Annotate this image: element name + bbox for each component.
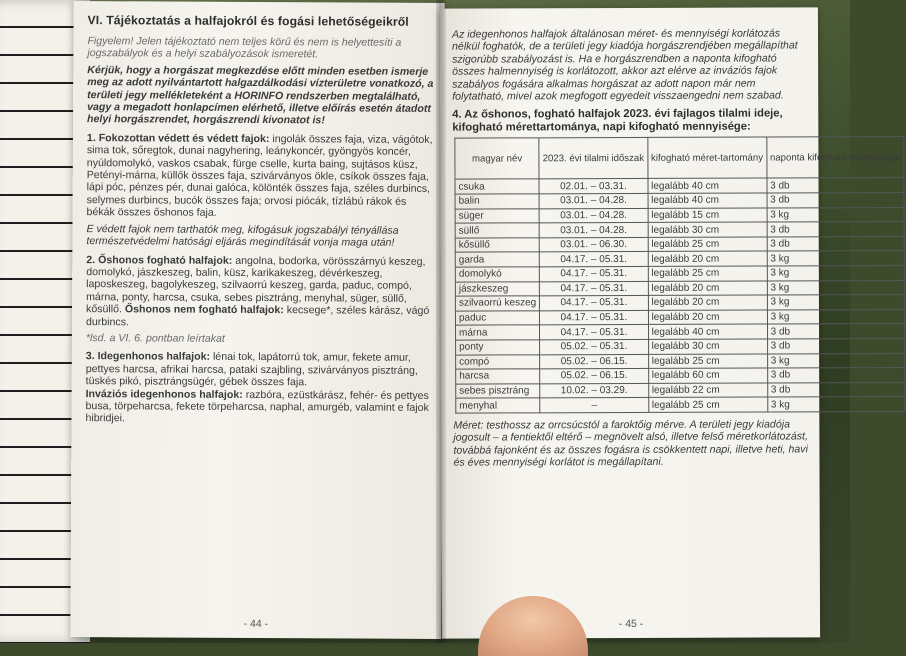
cell-closed-season: – [540, 398, 648, 413]
section-3b-title: Inváziós idegenhonos halfajok: [85, 387, 243, 401]
cell-closed-season: 03.01. – 04.28. [539, 208, 647, 223]
cell-name: jászkeszeg [455, 281, 539, 296]
cell-daily-limit: 3 db [767, 222, 905, 237]
cell-size: legalább 15 cm [648, 208, 767, 223]
col-header-name: magyar név [455, 138, 539, 179]
cell-closed-season: 10.02. – 03.29. [540, 383, 648, 398]
cell-daily-limit: 3 db [767, 236, 905, 251]
cell-name: csuka [455, 179, 539, 194]
cell-daily-limit: 3 db [767, 178, 905, 193]
cell-size: legalább 25 cm [648, 237, 767, 252]
cell-closed-season: 02.01. – 03.31. [539, 179, 647, 194]
table-row [456, 368, 905, 384]
cell-daily-limit: 3 db [767, 382, 905, 397]
cell-size: legalább 25 cm [648, 397, 767, 412]
cell-daily-limit: 3 kg [767, 251, 905, 266]
cell-closed-season: 04.17. – 05.31. [540, 296, 648, 311]
section-1-title: 1. Fokozottan védett és védett fajok: [86, 131, 270, 145]
right-page [440, 7, 901, 638]
section-2 [86, 254, 433, 330]
cell-closed-season: 03.01. – 04.28. [539, 193, 647, 208]
cell-size: legalább 30 cm [648, 222, 767, 237]
table-row [455, 266, 904, 282]
section-3-title: 3. Idegenhonos halfajok: [85, 350, 211, 364]
table-header-row [455, 137, 904, 180]
cell-daily-limit: 3 kg [767, 353, 905, 368]
cell-name: harcsa [456, 369, 540, 384]
cell-size: legalább 40 cm [648, 193, 767, 208]
cell-size: legalább 30 cm [648, 339, 767, 354]
cell-name: kősüllő [455, 238, 539, 253]
cell-size: legalább 25 cm [648, 354, 767, 369]
table-row [456, 324, 905, 340]
cell-closed-season: 05.02. – 06.15. [540, 354, 648, 369]
cell-name: szilvaorrú keszeg [455, 296, 539, 311]
cell-closed-season: 03.01. – 06.30. [539, 237, 647, 252]
cell-name: balin [455, 194, 539, 209]
page-number-left: - 44 - [243, 617, 269, 631]
cell-daily-limit: 3 kg [767, 295, 905, 310]
notice-text: Figyelem! Jelen tájékoztató nem teljes körű és nem is helyettesíti a jogszabályok és a helyi szabályozások ismeretét. [87, 35, 402, 61]
col-header-size: kifogható méret-tartomány [647, 137, 766, 178]
cell-name: süllő [455, 223, 539, 238]
cell-closed-season: 04.17. – 05.31. [540, 266, 648, 281]
section-4-title: 4. Az őshonos, fogható halfajok 2023. évi fajlagos tilalmi ideje, kifogható mérettartománya, napi kifogható mennyisége: [452, 107, 783, 135]
request-text: Kérjük, hogy a horgászat megkezdése előtt minden esetben ismerje meg az adott nyilvántartott halgazdálkodási vízterületre vonatkozó, a területi jegy mellékleteként a HORINFO rendszerben megtalálható, vagy a megadott honlapcímen elérhető, illetve előírás esetén átadott helyi horgászrendet, horgászrendi kivonatot is! [87, 63, 434, 127]
cell-name: domolykó [455, 267, 539, 282]
cell-size: legalább 60 cm [648, 368, 767, 383]
section-1 [87, 132, 434, 221]
table-row [456, 382, 905, 398]
cell-closed-season: 05.02. – 06.15. [540, 369, 648, 384]
cell-size: legalább 20 cm [648, 251, 767, 266]
cell-daily-limit: 3 kg [767, 280, 905, 295]
cell-closed-season: 05.02. – 05.31. [540, 339, 648, 354]
cell-closed-season: 04.17. – 05.31. [540, 310, 648, 325]
table-row [456, 339, 905, 355]
size-note: Méret: testhossz az orrcsúcstól a faroktőig mérve. A területi jegy kiadója jogosult – a fentiektől eltérő – megnövelt alsó, illetve felső méretkorlátozást, továbbá fajonként és az összes fogásra is csökkentett napi, illetve heti, havi és éves mennyiségi korlátot is megállapítani. [453, 418, 808, 469]
cell-name: süger [455, 208, 539, 223]
table-row [456, 353, 905, 369]
cell-size: legalább 25 cm [648, 266, 767, 281]
book-spine [436, 0, 446, 643]
cell-name: márna [456, 325, 540, 340]
intro-text: Az idegenhonos halfajok általánosan méret- és mennyiségi korlátozás nélkül foghatók, de a területi jegy kiadója horgászrendjében megállapíthat szigorúbb szabályozást is. Ha e horgászrendben a naponta kifogható összes halmennyiség is korlátozott, akkor azt elérve az inváziós fajok szabályos fogására alkalmas horgászat az adott napon már nem folytatható, mivel azok megfogott egyedeit visszaengedni nem szabad. [451, 27, 798, 103]
section-2b-text: kecsege*, széles kárász, vágó durbincs. [85, 304, 430, 328]
section-3b-text: razbóra, ezüstkárász, fehér- és pettyes busa, törpeharcsa, fekete törpeharcsa, naphal, amurgéb, valamint e fajok hibridjei. [85, 388, 429, 425]
fish-regulation-table [454, 136, 905, 413]
page-number-right: - 45 - [618, 617, 644, 631]
cell-size: legalább 40 cm [648, 178, 767, 193]
page-heading: VI. Tájékoztatás a halfajokról és fogási lehetőségeikről [87, 13, 409, 29]
cell-closed-season: 03.01. – 04.28. [539, 223, 647, 238]
table-body [455, 178, 905, 413]
table-row [455, 236, 904, 252]
table-row [455, 193, 904, 209]
table-row [455, 178, 904, 194]
cell-daily-limit: 3 kg [767, 397, 905, 412]
cell-name: compó [456, 354, 540, 369]
cell-daily-limit: 3 db [767, 368, 905, 383]
left-page [70, 1, 444, 639]
cell-name: menyhal [456, 398, 540, 413]
cell-daily-limit: 3 db [767, 324, 905, 339]
section-1-text: ingolák összes faja, viza, vágótok, sima tok, sőregtok, dunai nagyhering, leánykoncér, gyöngyös koncér, nyúldomolykó, vaskos csabak, fürge cselle, kurta baing, sujtásos küsz, Petényi-márna, küllők összes faja, szivárványos ökle, csíkok összes faja, lápi póc, pénzes pér, dunai galóca, kölönték összes faja, széles durbincs, selymes durbincs, bucók összes faja; orvosi piócák, tízlábú rákok és békák összes őshonos faja. [86, 132, 433, 220]
cell-daily-limit: 3 kg [767, 207, 905, 222]
col-header-closed-season: 2023. évi tilalmi időszak [539, 138, 647, 179]
table-row [455, 222, 904, 238]
section-3-text: lénai tok, lapátorrú tok, amur, fekete amur, pettyes harcsa, afrikai harcsa, pataki szajbling, szivárványos pisztráng, tüskés pikó, pisztrángsügér, gébek összes faja. [85, 351, 418, 389]
cell-size: legalább 20 cm [648, 281, 767, 296]
cell-closed-season: 04.17. – 05.31. [540, 325, 648, 340]
section-2-title: 2. Őshonos fogható halfajok: [86, 253, 233, 267]
cell-size: legalább 20 cm [648, 310, 767, 325]
cell-name: ponty [456, 340, 540, 355]
cell-daily-limit: 3 db [767, 193, 905, 208]
cell-name: sebes pisztráng [456, 384, 540, 399]
footnote: *lsd. a VI. 6. pontban leírtakat [85, 332, 225, 345]
cell-name: garda [455, 252, 539, 267]
cell-name: paduc [455, 311, 539, 326]
table-row [456, 397, 905, 413]
table-row [455, 309, 904, 325]
section-1-note: E védett fajok nem tarthatók meg, kifogásuk jogszabályi tényállása természetvédelmi hatósági eljárás megindítását vonja maga után! [86, 222, 399, 249]
col-header-daily-limit: naponta kifogható mennyisége [766, 137, 904, 178]
cell-daily-limit: 3 kg [767, 266, 905, 281]
cell-daily-limit: 3 kg [767, 309, 905, 324]
cell-size: legalább 20 cm [648, 295, 767, 310]
section-3 [85, 350, 432, 426]
table-row [455, 251, 904, 267]
table-row [455, 207, 904, 223]
table-row [455, 295, 904, 311]
cell-closed-season: 04.17. – 05.31. [540, 281, 648, 296]
cell-daily-limit: 3 db [767, 339, 905, 354]
cell-closed-season: 04.17. – 05.31. [540, 252, 648, 267]
section-2b-title: Őshonos nem fogható halfajok: [124, 303, 284, 317]
section-2-text: angolna, bodorka, vörösszárnyú keszeg, domolykó, jászkeszeg, balin, küsz, karikakeszeg, dévérkeszeg, laposkeszeg, bagolykeszeg, szilvaorrú keszeg, garda, paduc, compó, márna, ponty, harcsa, csuka, sebes pisztráng, menyhal, süger, süllő, kősüllő. [86, 254, 426, 316]
table-row [455, 280, 904, 296]
cell-size: legalább 40 cm [648, 324, 767, 339]
cell-size: legalább 22 cm [648, 383, 767, 398]
